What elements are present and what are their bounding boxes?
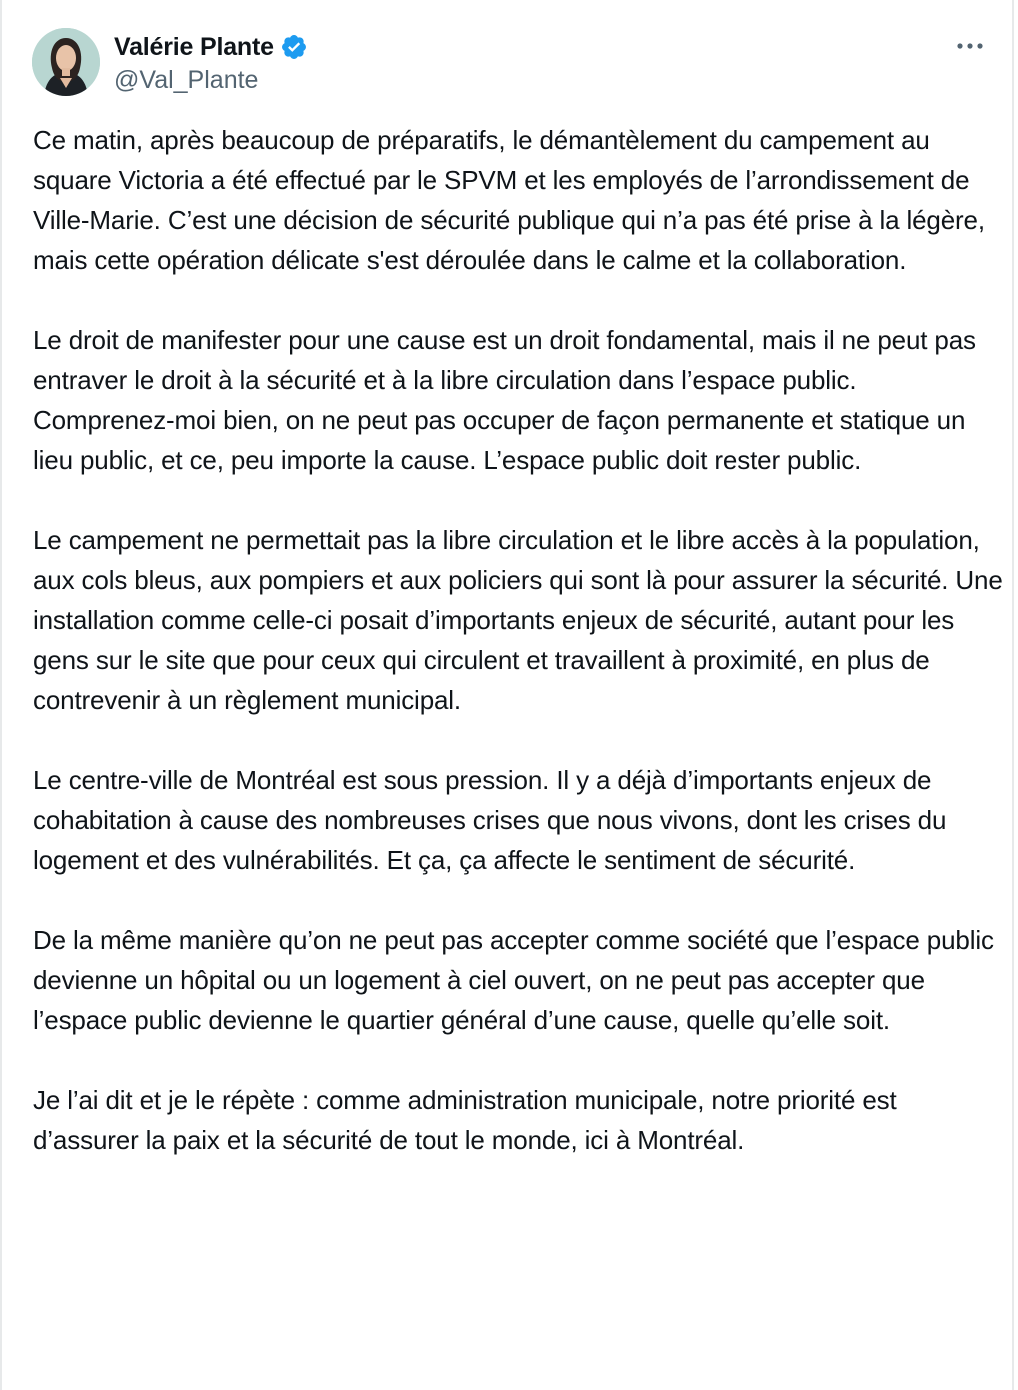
tweet-paragraph: Ce matin, après beaucoup de préparatifs, le démantèlement du campement au square Victoria a été effectué par le SPVM et les employés de l’arrondissement de Ville-Marie. C’est une décision de sécurité publique qui n’a pas été prise à la légère, mais cette opération délicate s'est déroulée dans le calme et la collaboration.: [33, 125, 985, 275]
tweet-header: [32, 28, 992, 98]
avatar[interactable]: [32, 28, 100, 96]
author-identity: [114, 28, 308, 95]
tweet-paragraph: Je l’ai dit et je le répète : comme administration municipale, notre priorité est d’assurer la paix et la sécurité de tout le monde, ici à Montréal.: [33, 1085, 897, 1155]
more-options-icon[interactable]: [952, 34, 988, 58]
author-name-row: [114, 30, 308, 64]
tweet-paragraph: Le centre-ville de Montréal est sous pression. Il y a déjà d’importants enjeux de cohabitation à cause des nombreuses crises que nous vivons, dont les crises du logement et des vulnérabilités. Et ça, ça affecte le sentiment de sécurité.: [33, 765, 947, 875]
author-name[interactable]: Valérie Plante: [114, 32, 274, 61]
tweet-text: [33, 120, 1005, 1200]
tweet-paragraph: De la même manière qu’on ne peut pas accepter comme société que l’espace public devienne un hôpital ou un logement à ciel ouvert, on ne peut pas accepter que l’espace public devienne le quartier général d’une cause, quelle qu’elle soit.: [33, 925, 994, 1035]
verified-badge-icon[interactable]: [280, 33, 308, 61]
tweet-paragraph: Le droit de manifester pour une cause est un droit fondamental, mais il ne peut pas entraver le droit à la sécurité et à la libre circulation dans l’espace public. Comprenez-moi bien, on ne peut pas occuper de façon permanente et statique un lieu public, et ce, peu importe la cause. L’espace public doit rester public.: [33, 325, 976, 475]
author-handle[interactable]: @Val_Plante: [114, 66, 259, 94]
tweet-paragraph: Le campement ne permettait pas la libre circulation et le libre accès à la population, aux cols bleus, aux pompiers et aux policiers qui sont là pour assurer la sécurité. Une installation comme celle-ci posait d’importants enjeux de sécurité, autant pour les gens sur le site que pour ceux qui circulent et travaillent à proximité, en plus de contrevenir à un règlement municipal.: [33, 525, 1003, 715]
